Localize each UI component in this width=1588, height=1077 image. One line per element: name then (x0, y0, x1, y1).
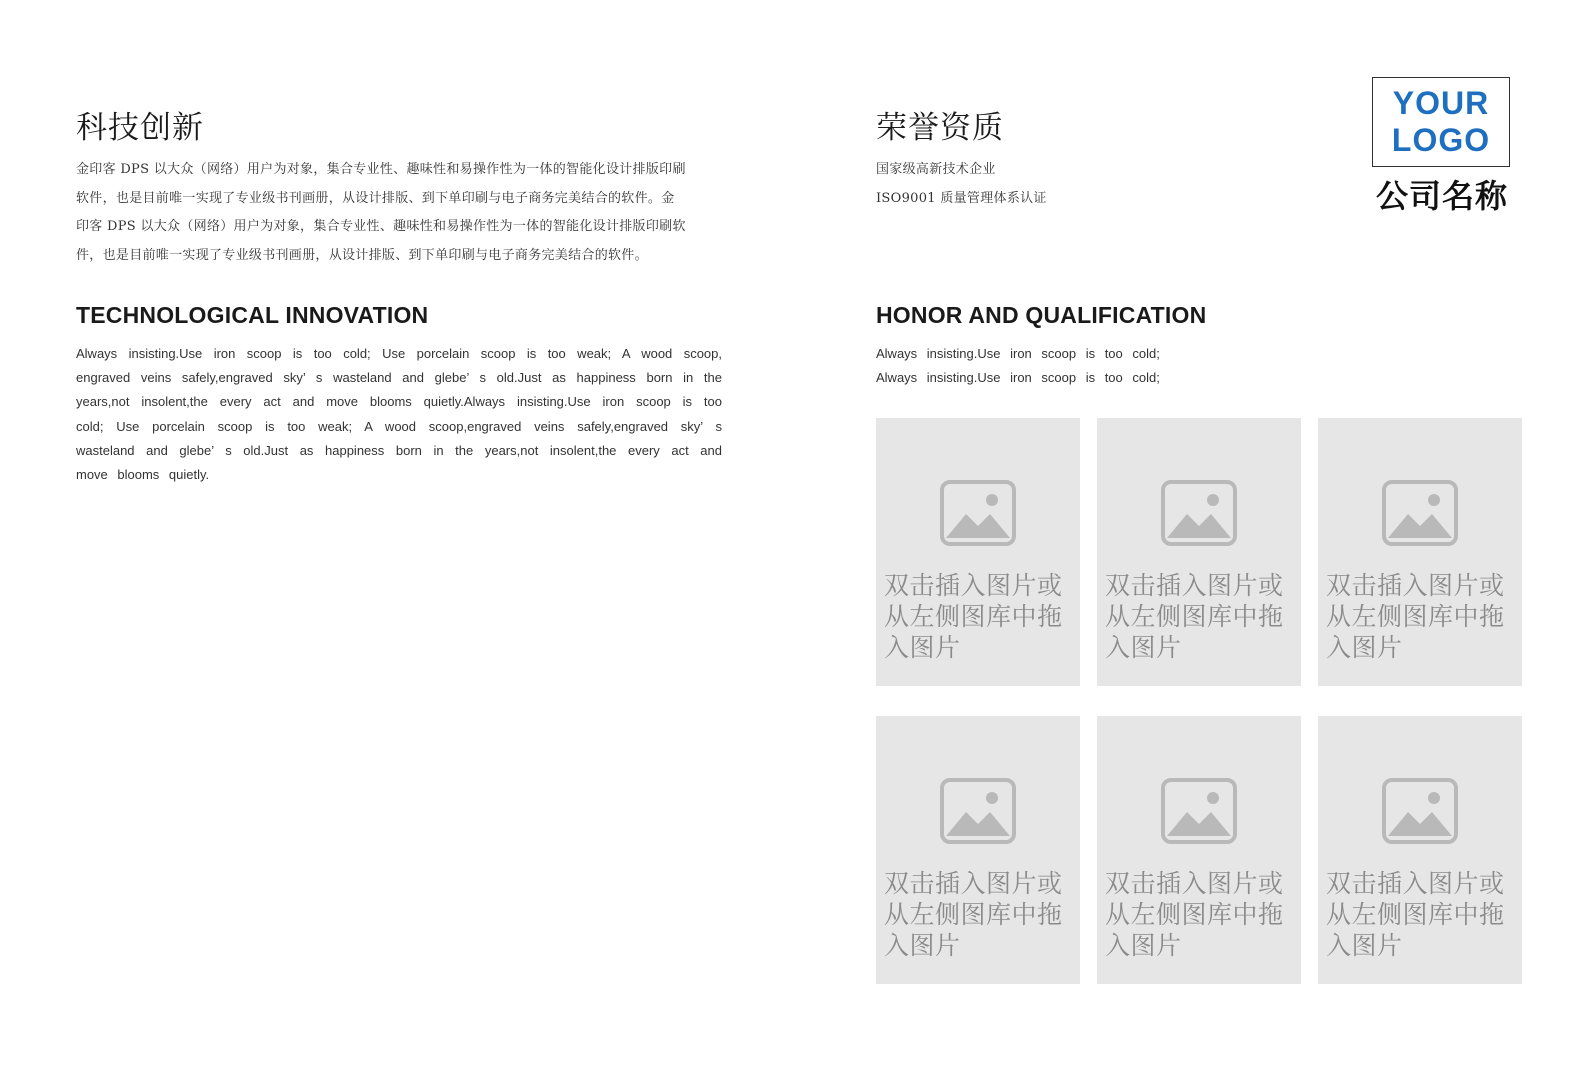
image-placeholder-icon (1382, 778, 1458, 844)
body-line: 国家级高新技术企业 (876, 162, 996, 177)
image-placeholder[interactable] (1097, 418, 1301, 686)
section-title-en: TECHNOLOGICAL INNOVATION (76, 302, 429, 328)
placeholder-hint: 双击插入图片或从左侧图库中拖入图片 (884, 571, 1063, 662)
logo-text-line1: YOUR (1392, 85, 1490, 121)
image-placeholder[interactable] (1097, 716, 1301, 984)
placeholder-hint: 双击插入图片或从左侧图库中拖入图片 (1105, 571, 1284, 662)
section-body-cn (76, 156, 722, 270)
body-line: 金印客 DPS 以大众（网络）用户为对象，集合专业性、趣味性和易操作性为一体的智能化设计排版印刷 (76, 162, 686, 177)
image-placeholder-icon (1161, 480, 1237, 546)
body-line: Always insisting.Use iron scoop is too cold; (876, 346, 1160, 361)
body-line: ISO9001 质量管理体系认证 (876, 190, 1047, 206)
section-body-en (876, 342, 1522, 390)
image-placeholder[interactable] (1318, 716, 1522, 984)
image-placeholder[interactable] (876, 418, 1080, 686)
body-line: Always insisting.Use iron scoop is too cold; (876, 370, 1160, 386)
body-line: 软件，也是目前唯一实现了专业级书刊画册，从设计排版、到下单印刷与电子商务完美结合的软件。金 (76, 190, 675, 206)
image-placeholder[interactable] (876, 716, 1080, 984)
image-placeholder-icon (940, 778, 1016, 844)
company-name: 公司名称 (1375, 177, 1508, 215)
technology-section (76, 106, 722, 483)
placeholder-hint: 双击插入图片或从左侧图库中拖入图片 (1326, 869, 1505, 960)
image-placeholder[interactable] (1318, 418, 1522, 686)
body-line: 件，也是目前唯一实现了专业级书刊画册，从设计排版、到下单印刷与电子商务完美结合的软件。 (76, 247, 648, 263)
section-title-cn: 科技创新 (76, 110, 204, 146)
image-placeholder-icon (1161, 778, 1237, 844)
image-placeholder-icon (940, 480, 1016, 546)
logo-text-line2: LOGO (1391, 122, 1491, 158)
body-line: 印客 DPS 以大众（网络）用户为对象，集合专业性、趣味性和易操作性为一体的智能化设计排版印刷软 (76, 219, 686, 234)
image-placeholder-icon (1382, 480, 1458, 546)
placeholder-hint: 双击插入图片或从左侧图库中拖入图片 (884, 869, 1063, 960)
section-title-cn: 荣誉资质 (876, 110, 1004, 146)
logo-box (1372, 77, 1510, 167)
section-body-en: Always insisting.Use iron scoop is too cold; Use porcelain scoop is too weak; A wood scoop, engraved veins safely,engraved sky’ s wasteland and glebe’ s old.Just as happiness born in the years,not insolent,the every act and move blooms quietly.Always insisting.Use iron scoop is too cold; Use porcelain scoop is too weak; A wood scoop,engraved veins safely,engraved sky’ s wasteland and glebe’ s old.Just as happiness born in the years,not insolent,the every act and move blooms quietly. (76, 346, 722, 483)
company-logo[interactable] (1372, 77, 1512, 217)
image-placeholder-grid (876, 418, 1522, 984)
placeholder-hint: 双击插入图片或从左侧图库中拖入图片 (1326, 571, 1505, 662)
placeholder-hint: 双击插入图片或从左侧图库中拖入图片 (1105, 869, 1284, 960)
section-title-en: HONOR AND QUALIFICATION (876, 302, 1207, 328)
